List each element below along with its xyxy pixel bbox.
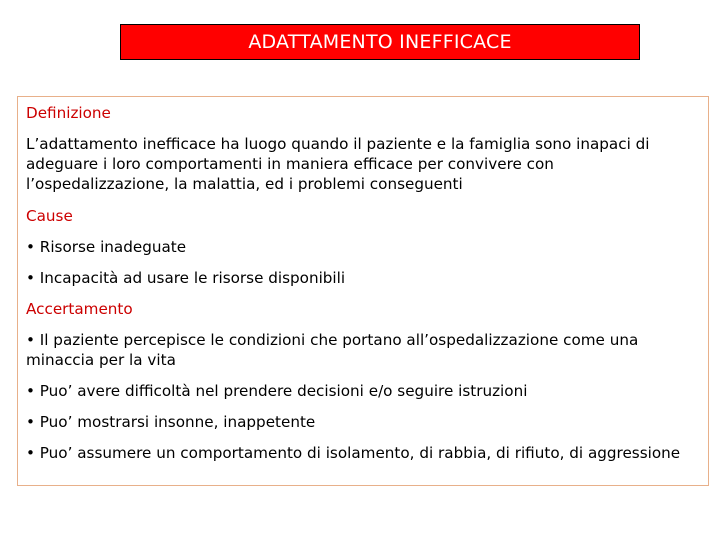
heading-accertamento: Accertamento	[26, 300, 133, 318]
accertamento-item: • Puo’ assumere un comportamento di isolamento, di rabbia, di rifiuto, di aggressione	[26, 444, 681, 462]
accertamento-item: • Puo’ mostrarsi insonne, inappetente	[26, 413, 316, 431]
heading-cause: Cause	[26, 207, 73, 225]
accertamento-item: • Il paziente percepisce le condizioni che portano all’ospedalizzazione come una minaccia per la vita	[26, 331, 639, 369]
cause-item: • Risorse inadeguate	[26, 238, 187, 256]
heading-definizione: Definizione	[26, 104, 111, 122]
content-panel	[17, 96, 709, 486]
cause-item: • Incapacità ad usare le risorse disponibili	[26, 269, 346, 287]
accertamento-item: • Puo’ avere difficoltà nel prendere decisioni e/o seguire istruzioni	[26, 382, 528, 400]
definition-text: L’adattamento inefficace ha luogo quando il paziente e la famiglia sono inapaci di adeguare i loro comportamenti in maniera efficace per convivere con l’ospedalizzazione, la malattia, ed i problemi conseguenti	[26, 135, 650, 193]
page-title: ADATTAMENTO INEFFICACE	[248, 31, 512, 53]
title-banner	[120, 24, 640, 60]
